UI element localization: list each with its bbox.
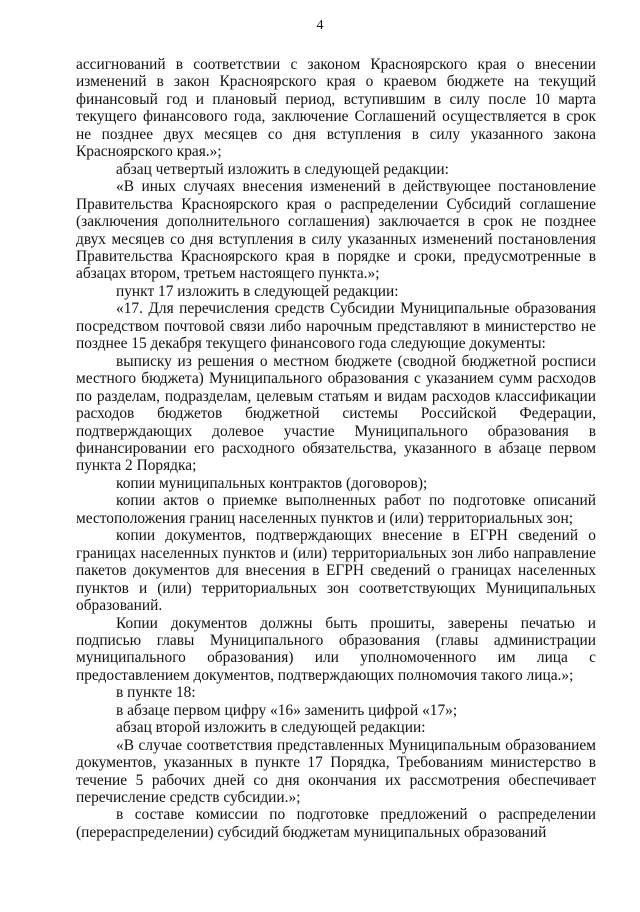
- paragraph-instruction: абзац второй изложить в следующей редакции:: [116, 719, 426, 737]
- paragraph-quote: «В иных случаях внесения изменений в действующее постановление Правительства Красноярского края о распределении Субсидий соглашение (заключения дополнительного соглашения) заключается в срок не позднее двух месяцев со дня вступления в силу указанных изменений постановления Правительства Красноярского края в порядке и сроки, предусмотренные в абзацах втором, третьем настоящего пункта.»;: [76, 178, 596, 283]
- paragraph-quote: «17. Для перечисления средств Субсидии Муниципальные образования посредством почтовой связи либо нарочным представляют в министерство не позднее 15 декабря текущего финансового года следующие документы:: [76, 300, 596, 353]
- paragraph-body: Копии документов должны быть прошиты, заверены печатью и подписью главы Муниципального образования (главы администрации муниципального образования) или уполномоченного им лица с предоставлением документов, подтверждающих полномочия такого лица.»;: [76, 614, 596, 684]
- document-body: [76, 56, 596, 841]
- page-number: 4: [316, 18, 324, 33]
- paragraph-list-item: копии документов, подтверждающих внесение в ЕГРН сведений о границах населенных пунктов и (или) территориальных зон либо направление пакетов документов для внесения в ЕГРН сведений о границах населенных пунктов и (или) территориальных зон соответствующих Муниципальных образований.: [76, 527, 596, 615]
- paragraph-list-item: выписку из решения о местном бюджете (сводной бюджетной росписи местного бюджета) Муниципального образования с указанием сумм расходов по разделам, подразделам, целевым статьям и видам расходов классификации расходов бюджетов бюджетной системы Российской Федерации, подтверждающих долевое участие Муниципального образования в финансировании его расходного обязательства, указанного в абзаце первом пункта 2 Порядка;: [76, 352, 596, 475]
- paragraph-list-item: копии актов о приемке выполненных работ по подготовке описаний местоположения границ населенных пунктов и (или) территориальных зон;: [76, 492, 596, 527]
- paragraph-instruction: в пункте 18:: [116, 684, 196, 702]
- paragraph-continuation: ассигнований в соответствии с законом Красноярского края о внесении изменений в закон Красноярского края о краевом бюджете на текущий финансовый год и плановый период, вступившим в силу после 10 марта текущего финансового года, заключение Соглашений осуществляется в срок не позднее двух месяцев со дня вступления в силу указанного закона Красноярского края.»;: [76, 56, 596, 161]
- paragraph-instruction: пункт 17 изложить в следующей редакции:: [116, 282, 399, 300]
- paragraph-quote: «В случае соответствия представленных Муниципальным образованием документов, указанных в пункте 17 Порядка, Требованиям министерство в течение 5 рабочих дней со дня окончания их рассмотрения обеспечивает перечисление средств субсидии.»;: [76, 736, 596, 807]
- paragraph-body: в составе комиссии по подготовке предложений о распределении (перераспределении) субсидий бюджетам муниципальных образований: [76, 806, 596, 841]
- paragraph-instruction: абзац четвертый изложить в следующей редакции:: [116, 160, 449, 178]
- paragraph-list-item: копии муниципальных контрактов (договоров);: [116, 474, 428, 492]
- paragraph-instruction: в абзаце первом цифру «16» заменить цифрой «17»;: [116, 701, 458, 719]
